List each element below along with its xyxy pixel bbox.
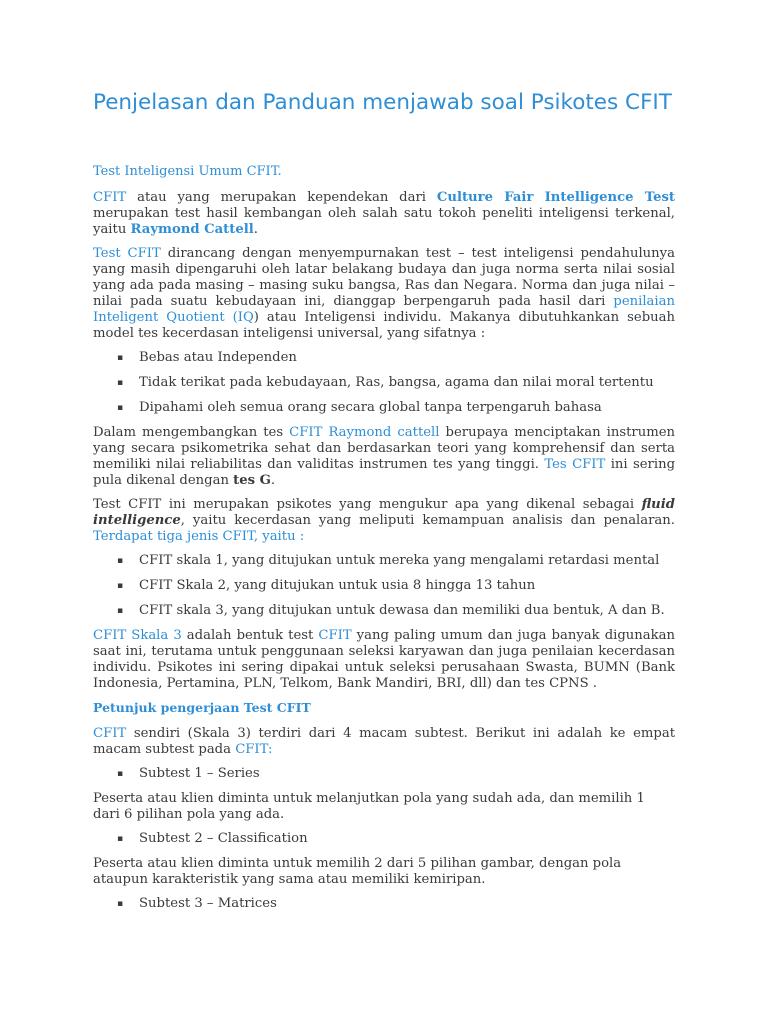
list-item-text: Subtest 2 – Classification [139, 831, 308, 846]
text: dirancang dengan menyempurnakan test – test inteligensi pendahulunya yang masih dipengaruhi oleh latar belakang budaya dan juga norma serta nilai sosial yang ada pada masing – masing suku bangsa, Ras dan Negara. Norma dan juga nilai – nilai pada suatu kebudayaan ini, dianggap berpengaruh pada hasil dari [93, 246, 675, 309]
link-cfit[interactable]: CFIT [93, 190, 127, 205]
subtest-2-list [93, 831, 675, 847]
text: atau yang merupakan kependekan dari [126, 190, 437, 205]
list-item-text: CFIT skala 3, yang ditujukan untuk dewasa dan memiliki dua bentuk, A dan B. [139, 603, 665, 618]
paragraph-cfit-definition [93, 190, 675, 238]
paragraph-cfit-skala-3 [93, 628, 675, 692]
subtest-1-list [93, 766, 675, 782]
bullet-icon: ▪ [117, 403, 124, 413]
bullet-icon: ▪ [117, 606, 124, 616]
bullet-icon: ▪ [117, 378, 124, 388]
list-item-text: Subtest 3 – Matrices [139, 896, 277, 911]
section-heading-petunjuk: Petunjuk pengerjaan Test CFIT [93, 700, 311, 715]
bullet-icon: ▪ [117, 834, 124, 844]
text: adalah bentuk test [181, 628, 319, 643]
text: Dalam mengembangkan tes [93, 425, 290, 440]
link-culture-fair-intelligence-test[interactable]: Culture Fair Intelligence Test [436, 190, 675, 205]
list-item [93, 350, 675, 366]
list-item-text: CFIT Skala 2, yang ditujukan untuk usia 8 hingga 13 tahun [139, 578, 536, 593]
text: ) atau Inteligensi individu. Makanya dibutuhkankan sebuah model tes kecerdasan inteligensi universal, yang sifatnya : [93, 310, 675, 341]
list-item-text: Tidak terikat pada kebudayaan, Ras, bangsa, agama dan nilai moral tertentu [139, 375, 654, 390]
list-item-text: Bebas atau Independen [139, 350, 297, 365]
link-cfit[interactable]: CFIT [318, 628, 352, 643]
bullet-icon: ▪ [117, 556, 124, 566]
paragraph-fluid-intelligence [93, 497, 675, 545]
list-item [93, 831, 675, 847]
text: ini sering pula dikenal dengan [93, 457, 676, 488]
text-fluid-intelligence: fluid intelligence [93, 497, 675, 528]
bullet-icon: ▪ [117, 769, 124, 779]
subtest-3-list [93, 896, 675, 912]
text: yang paling umum dan juga banyak digunakan saat ini, terutama untuk penggunaan seleksi karyawan dan juga penilaian kecerdasan individu. Psikotes ini sering dipakai untuk seleksi perusahaan Swasta, BUMN (Bank Indonesia, Pertamina, PLN, Telkom, Bank Mandiri, BRI, dll) dan tes CPNS . [93, 628, 676, 691]
list-item-text: Subtest 1 – Series [139, 766, 260, 781]
list-item-text: CFIT skala 1, yang ditujukan untuk mereka yang mengalami retardasi mental [139, 553, 660, 568]
link-tiga-jenis-cfit[interactable]: Terdapat tiga jenis CFIT, yaitu : [93, 529, 305, 544]
paragraph-cfit-development [93, 425, 675, 489]
text: , yaitu kecerdasan yang meliputi kemampuan analisis dan penalaran. [180, 513, 675, 528]
paragraph-cfit-design [93, 246, 675, 342]
list-item [93, 896, 675, 912]
list-item-text: Dipahami oleh semua orang secara global tanpa terpengaruh bahasa [139, 400, 602, 415]
paragraph-subtest-2-description: Peserta atau klien diminta untuk memilih 2 dari 5 pilihan gambar, dengan pola ataupun karakteristik yang sama atau memiliki kemiripan. [93, 856, 622, 887]
text: berupaya menciptakan instrumen yang secara psikometrika sehat dan berdasarkan teori yang komprehensif dan serta memiliki nilai reliabilitas dan validitas instrumen tes yang tinggi. [93, 425, 676, 472]
list-item [93, 603, 675, 619]
link-cfit[interactable]: CFIT: [235, 742, 273, 757]
bullet-icon: ▪ [117, 353, 124, 363]
paragraph-subtest-1-description: Peserta atau klien diminta untuk melanjutkan pola yang sudah ada, dan memilih 1 dari 6 pilihan pola yang ada. [93, 791, 645, 822]
link-penilaian-iq[interactable]: penilaian Inteligent Quotient (IQ [93, 294, 675, 325]
text-tes-g: tes G [233, 473, 271, 488]
link-raymond-cattell[interactable]: Raymond Cattell [130, 222, 254, 237]
cfit-scales-list [93, 553, 675, 619]
list-item [93, 766, 675, 782]
text: sendiri (Skala 3) terdiri dari 4 macam subtest. Berikut ini adalah ke empat macam subtest pada [93, 726, 675, 757]
text: . [253, 222, 258, 237]
article-body [93, 164, 675, 921]
bullet-icon: ▪ [117, 581, 124, 591]
link-tes-cfit[interactable]: Tes CFIT [544, 457, 606, 472]
list-item [93, 400, 675, 416]
list-item [93, 553, 675, 569]
text: Test CFIT ini merupakan psikotes yang mengukur apa yang dikenal sebagai [93, 497, 642, 512]
list-item [93, 375, 675, 391]
list-item [93, 578, 675, 594]
text: . [270, 473, 276, 488]
link-cfit-raymond-cattell[interactable]: CFIT Raymond cattell [289, 425, 440, 440]
page-title: Penjelasan dan Panduan menjawab soal Psikotes CFIT [93, 90, 672, 115]
text: merupakan test hasil kembangan oleh salah satu tokoh peneliti inteligensi terkenal, yaitu [93, 206, 675, 237]
bullet-icon: ▪ [117, 899, 124, 909]
section-heading-test-inteligensi: Test Inteligensi Umum CFIT. [93, 164, 282, 179]
paragraph-subtests-intro [93, 726, 675, 758]
traits-list [93, 350, 675, 416]
link-cfit-skala-3[interactable]: CFIT Skala 3 [93, 628, 182, 643]
link-cfit[interactable]: CFIT [93, 726, 127, 741]
link-test-cfit[interactable]: Test CFIT [93, 246, 161, 261]
